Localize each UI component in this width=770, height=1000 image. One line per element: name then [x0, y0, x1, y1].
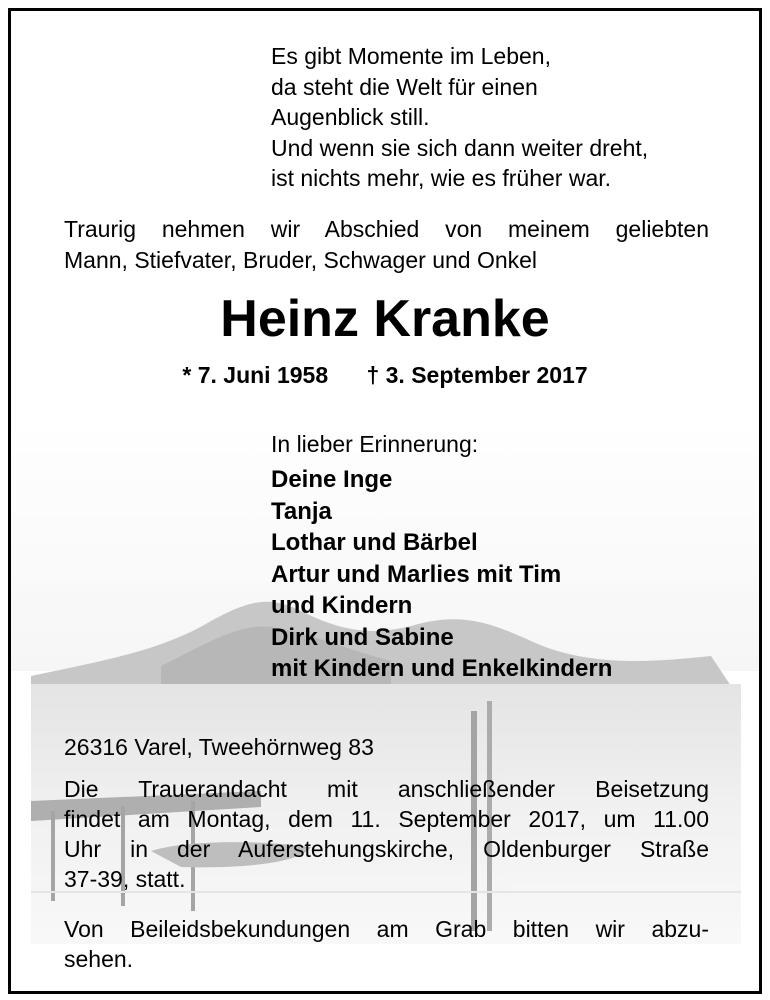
- death-date: † 3. September 2017: [366, 362, 588, 388]
- condolence-line: sehen.: [64, 946, 134, 972]
- mourner-line: Tanja: [271, 497, 332, 525]
- intro-line: Traurig nehmen wir Abschied von meinem geliebten: [64, 216, 709, 242]
- service-line: Die Trauerandacht mit anschließender Beisetzung: [64, 776, 709, 802]
- service-line: 37-39, statt.: [64, 866, 186, 892]
- intro-text: [64, 214, 709, 276]
- service-notice: [64, 774, 709, 894]
- condolence-line: Von Beileidsbekundungen am Grab bitten wir abzu-: [64, 916, 709, 942]
- address: 26316 Varel, Tweehörnweg 83: [64, 734, 374, 760]
- service-line: Uhr in der Auferstehungskirche, Oldenburger Straße: [64, 836, 709, 862]
- service-line: findet am Montag, dem 11. September 2017, um 11.00: [64, 806, 709, 832]
- mourner-line: Dirk und Sabine: [271, 623, 454, 651]
- poem-line: ist nichts mehr, wie es früher war.: [271, 165, 612, 191]
- deceased-name: Heinz Kranke: [220, 290, 550, 348]
- mourners-list: [271, 464, 741, 685]
- poem-line: Augenblick still.: [271, 104, 430, 130]
- life-dates: [11, 360, 759, 390]
- obituary-notice: [8, 8, 762, 994]
- poem-line: da steht die Welt für einen: [271, 73, 538, 100]
- poem-line: Und wenn sie sich dann weiter dreht,: [271, 134, 649, 161]
- mourner-line: und Kindern: [271, 592, 413, 619]
- mourner-line: Lothar und Bärbel: [271, 529, 478, 556]
- poem-line: Es gibt Momente im Leben,: [271, 43, 551, 69]
- mourner-line: Artur und Marlies mit Tim: [271, 560, 562, 588]
- birth-date: * 7. Juni 1958: [182, 362, 329, 388]
- poem: [271, 41, 741, 194]
- condolence-notice: [64, 914, 709, 974]
- intro-line: Mann, Stiefvater, Bruder, Schwager und Onkel: [64, 247, 538, 273]
- mourner-line: mit Kindern und Enkelkindern: [271, 655, 613, 682]
- remembrance-label: In lieber Erinnerung:: [271, 431, 479, 457]
- mourner-line: Deine Inge: [271, 466, 393, 493]
